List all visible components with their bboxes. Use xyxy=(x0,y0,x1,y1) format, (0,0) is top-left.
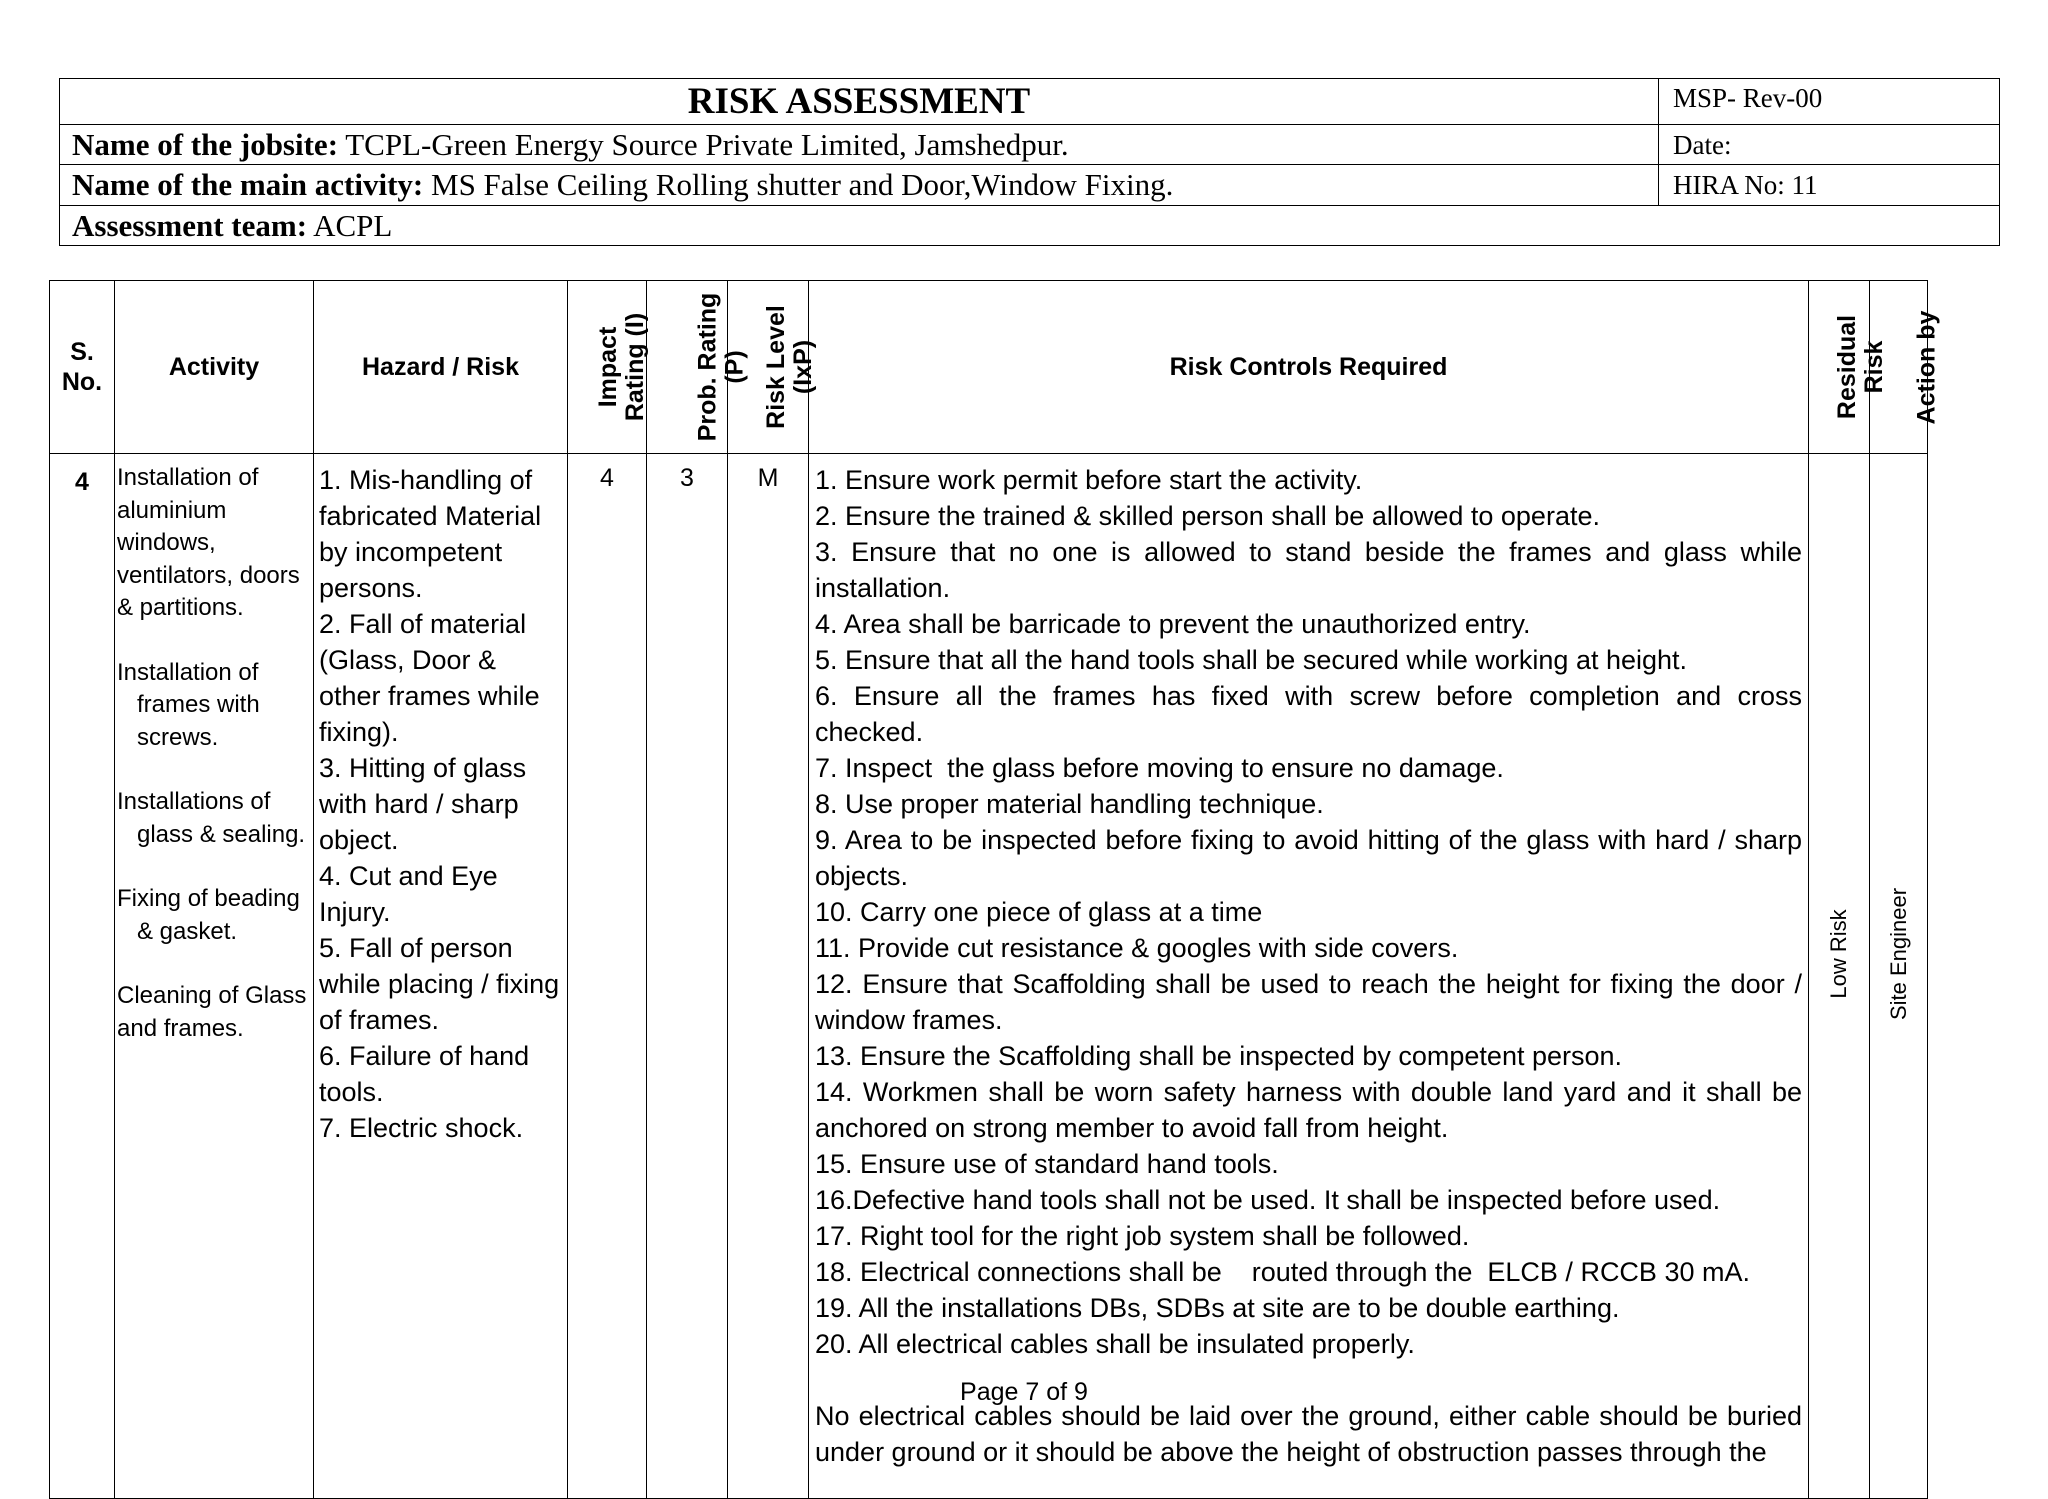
header-table xyxy=(59,78,2000,246)
jobsite-label: Name of the jobsite: xyxy=(72,126,339,162)
main-activity-row xyxy=(60,165,1659,206)
risk-table xyxy=(49,280,1941,1499)
row-activity xyxy=(115,454,314,1499)
page-number: Page 7 of 9 xyxy=(960,1378,1088,1406)
row-sno: 4 xyxy=(50,454,115,1499)
col-probability: Prob. Rating (P) xyxy=(647,281,728,454)
row-hazards xyxy=(314,454,568,1499)
row-risk-level: M xyxy=(728,454,809,1499)
control-item: 18. Electrical connections shall be routed through the ELCB / RCCB 30 mA. xyxy=(815,1257,1750,1287)
main-activity-value: MS False Ceiling Rolling shutter and Door,Window Fixing. xyxy=(423,167,1174,202)
control-item: 16.Defective hand tools shall not be used. It shall be inspected before used. xyxy=(815,1185,1721,1215)
row-impact: 4 xyxy=(568,454,647,1499)
control-item: 15. Ensure use of standard hand tools. xyxy=(815,1149,1279,1179)
row-action-by xyxy=(1870,454,1928,1499)
col-sno: S. No. xyxy=(50,281,115,454)
row-probability: 3 xyxy=(647,454,728,1499)
activity-item: Installations of glass & sealing. xyxy=(117,788,306,848)
controls-note: No electrical cables should be laid over the ground, either cable should be buried under ground or it should be above the height of obstruction passes through the xyxy=(815,1401,1802,1467)
activity-item: Installation of frames with screws. xyxy=(117,658,260,751)
hazard-item: 5. Fall of person while placing / fixing of frames. xyxy=(319,933,560,1035)
activity-item: Fixing of beading & gasket. xyxy=(117,885,300,945)
activity-item: Installation of aluminium windows, ventilators, doors & partitions. xyxy=(117,464,300,621)
control-item: 2. Ensure the trained & skilled person shall be allowed to operate. xyxy=(815,501,1600,531)
control-item: 13. Ensure the Scaffolding shall be inspected by competent person. xyxy=(815,1041,1623,1071)
revision: MSP- Rev-00 xyxy=(1659,79,2000,125)
table-header-row xyxy=(50,281,1928,454)
document-title: RISK ASSESSMENT xyxy=(60,79,1659,125)
row-residual xyxy=(1809,454,1870,1499)
control-item: 10. Carry one piece of glass at a time xyxy=(815,897,1263,927)
hira-number: HIRA No: 11 xyxy=(1659,165,2000,206)
control-item: 9. Area to be inspected before fixing to avoid hitting of the glass with hard / sharp objects. xyxy=(815,825,1810,891)
row-controls xyxy=(809,454,1809,1499)
col-hazard: Hazard / Risk xyxy=(314,281,568,454)
col-risk-level: Risk Level (IxP) xyxy=(728,281,809,454)
assessment-team-label: Assessment team: xyxy=(72,207,308,243)
hazard-item: 3. Hitting of glass with hard / sharp object. xyxy=(319,753,527,855)
date-field: Date: xyxy=(1659,125,2000,165)
control-item: 20. All electrical cables shall be insulated properly. xyxy=(815,1329,1415,1359)
hazard-item: 1. Mis-handling of fabricated Material by incompetent persons. xyxy=(319,465,542,603)
residual-risk-value: Low Risk xyxy=(1826,909,1851,999)
hazard-item: 6. Failure of hand tools. xyxy=(319,1041,530,1107)
hazard-item: 4. Cut and Eye Injury. xyxy=(319,861,498,927)
control-item: 4. Area shall be barricade to prevent the unauthorized entry. xyxy=(815,609,1531,639)
control-item: 1. Ensure work permit before start the activity. xyxy=(815,465,1363,495)
main-activity-label: Name of the main activity: xyxy=(72,167,424,202)
control-item: 11. Provide cut resistance & googles with side covers. xyxy=(815,933,1459,963)
col-action-by: Action by xyxy=(1870,281,1928,454)
control-item: 6. Ensure all the frames has fixed with screw before completion and cross checked. xyxy=(815,681,1810,747)
col-controls: Risk Controls Required xyxy=(809,281,1809,454)
assessment-team-row xyxy=(60,206,2000,246)
control-item: 3. Ensure that no one is allowed to stand beside the frames and glass while installation. xyxy=(815,537,1810,603)
col-impact: Impact Rating (I) xyxy=(568,281,647,454)
assessment-team-value: ACPL xyxy=(307,207,393,243)
activity-item: Cleaning of Glass and frames. xyxy=(117,982,307,1042)
table-row xyxy=(50,454,1928,1499)
control-item: 5. Ensure that all the hand tools shall be secured while working at height. xyxy=(815,645,1688,675)
control-item: 12. Ensure that Scaffolding shall be used to reach the height for fixing the door / window frames. xyxy=(815,969,1810,1035)
control-item: 14. Workmen shall be worn safety harness with double land yard and it shall be anchored on strong member to avoid fall from height. xyxy=(815,1077,1810,1143)
control-item: 17. Right tool for the right job system shall be followed. xyxy=(815,1221,1470,1251)
hazard-item: 7. Electric shock. xyxy=(319,1113,524,1143)
control-item: 19. All the installations DBs, SDBs at site are to be double earthing. xyxy=(815,1293,1620,1323)
action-by-value: Site Engineer xyxy=(1885,887,1911,1021)
hazard-item: 2. Fall of material (Glass, Door & other frames while fixing). xyxy=(319,609,540,747)
col-residual: Residual Risk xyxy=(1809,281,1870,454)
control-item: 8. Use proper material handling technique. xyxy=(815,789,1324,819)
jobsite-value: TCPL-Green Energy Source Private Limited, Jamshedpur. xyxy=(338,126,1069,162)
col-activity: Activity xyxy=(115,281,314,454)
control-item: 7. Inspect the glass before moving to ensure no damage. xyxy=(815,753,1504,783)
jobsite-row xyxy=(60,125,1659,165)
